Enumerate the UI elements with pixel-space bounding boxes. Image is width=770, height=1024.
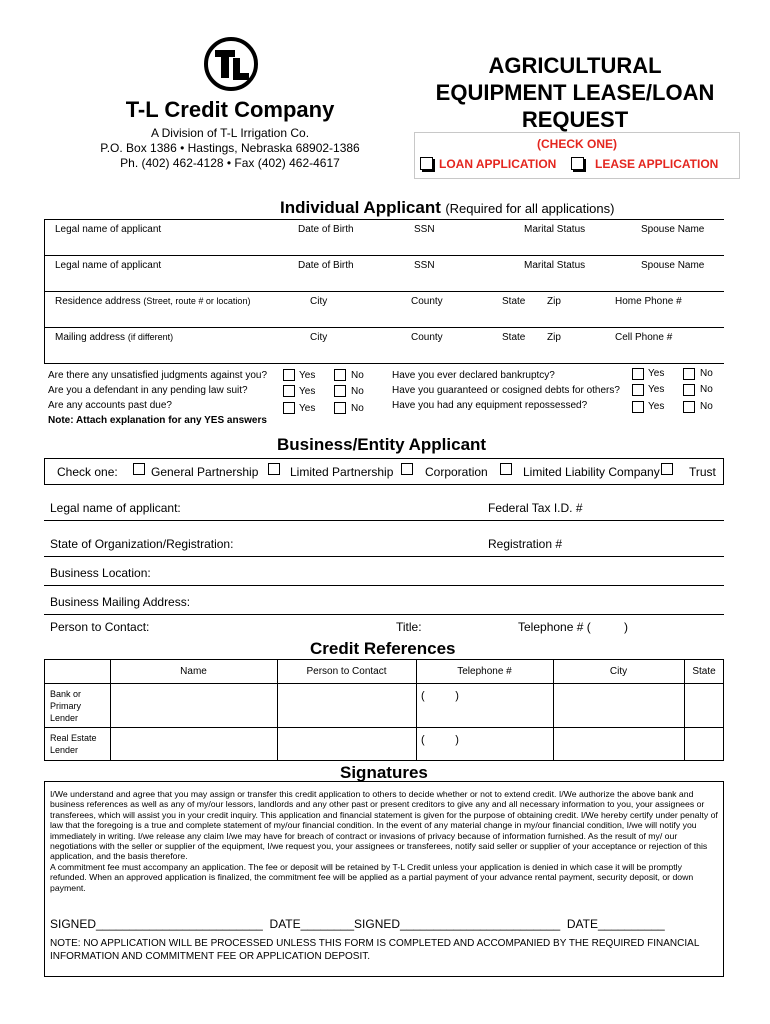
- cell-phone-field[interactable]: Cell Phone #: [615, 332, 673, 343]
- company-address: P.O. Box 1386 • Hastings, Nebraska 68902-1386: [100, 141, 360, 155]
- bankruptcy-no-label: No: [700, 368, 713, 379]
- bankruptcy-yes-label: Yes: [648, 368, 665, 379]
- company-phone: Ph. (402) 462-4128 • Fax (402) 462-4617: [120, 156, 340, 170]
- bank-lender-label: [50, 688, 81, 724]
- credit-header-divider: [44, 683, 724, 684]
- cosigned-no-checkbox[interactable]: [683, 384, 695, 396]
- spouse-name-field-2[interactable]: Spouse Name: [641, 260, 705, 271]
- real-estate-lender-label: [50, 732, 97, 756]
- business-row-divider: [44, 585, 724, 586]
- question-cosigned: Have you guaranteed or cosigned debts for others?: [392, 385, 620, 396]
- individual-row-divider: [44, 363, 724, 364]
- corporation-label: Corporation: [425, 465, 488, 479]
- date-of-birth-field[interactable]: Date of Birth: [298, 224, 354, 235]
- loan-application-label: LOAN APPLICATION: [439, 157, 557, 171]
- attach-explanation-note: Note: Attach explanation for any YES answers: [48, 415, 267, 426]
- lease-application-checkbox[interactable]: [571, 157, 584, 170]
- judgments-no-checkbox[interactable]: [334, 369, 346, 381]
- business-row-divider: [44, 520, 724, 521]
- business-right-border: [723, 458, 724, 484]
- state-organization-field[interactable]: State of Organization/Registration:: [50, 537, 234, 551]
- repossessed-yes-label: Yes: [648, 401, 665, 412]
- business-left-border: [44, 458, 45, 484]
- legal-name-field-2[interactable]: Legal name of applicant: [55, 260, 162, 271]
- business-row-divider: [44, 484, 724, 485]
- individual-subtitle: (Required for all applications): [445, 201, 615, 216]
- judgments-yes-checkbox[interactable]: [283, 369, 295, 381]
- judgments-yes-label: Yes: [299, 370, 316, 381]
- real-estate-label-line: Lender: [50, 745, 79, 755]
- home-phone-field[interactable]: Home Phone #: [615, 296, 682, 307]
- form-title: [410, 52, 740, 133]
- contact-title-field[interactable]: Title:: [396, 620, 422, 634]
- corporation-checkbox[interactable]: [401, 463, 413, 475]
- credit-section-title: Credit References: [310, 639, 456, 658]
- limited-partnership-label: Limited Partnership: [290, 465, 394, 479]
- business-row-divider: [44, 614, 724, 615]
- ssn-field[interactable]: SSN: [414, 224, 435, 235]
- bankruptcy-no-checkbox[interactable]: [683, 368, 695, 380]
- business-legal-name-field[interactable]: Legal name of applicant:: [50, 501, 181, 515]
- county-field[interactable]: County: [411, 296, 443, 307]
- lawsuit-no-label: No: [351, 386, 364, 397]
- past-due-no-checkbox[interactable]: [334, 402, 346, 414]
- processing-note: NOTE: NO APPLICATION WILL BE PROCESSED UNLESS THIS FORM IS COMPLETED AND ACCOMPANIED BY THE REQUIRED FINANCIAL INFORMATION AND COMMITMENT FEE OR APPLICATION DEPOSIT.: [50, 938, 700, 962]
- company-logo: [203, 36, 259, 92]
- credit-header-state: State: [692, 666, 716, 677]
- authorization-paragraph: I/We understand and agree that you may assign or transfer this credit application to others to decide whether or not to extend credit. I/We authorize the above bank and business references as well as any of my/our lessors, landlords and any other past or present creditors to give any and all necessary information to you, your assignees or transferees, which will assist you in your credit inquiry. This application and financial statement is given for the purpose of obtaining credit. I/We hereby certify under penalty of law that the foregoing is a true and complete statement of my/our financial condition. In the event of any material change in my/our financial condition, I/we will notify you immediately in writing. I/we release any claim I/we may have for breach of contract or invasions of privacy because of information furnished. As the result of my/ our negotiations with the seller or supplier of the equipment, I/we request you, your assignees or transferees, notify said seller or supplier of your acceptance or rejection of this application, and the basis therefore.: [50, 789, 718, 862]
- residence-address-hint: (Street, route # or location): [143, 296, 251, 306]
- question-lawsuit: Are you a defendant in any pending law suit?: [48, 385, 248, 396]
- loan-application-checkbox[interactable]: [420, 157, 433, 170]
- commitment-fee-paragraph: A commitment fee must accompany an application. The fee or deposit will be retained by T-L Credit unless your application is denied in which case it will be promptly refunded. When an approved application is finalized, the commitment fee will be applied as a partial payment of your advance rental payment, security deposit, or down payment.: [50, 862, 694, 893]
- form-title-line3: REQUEST: [521, 107, 629, 132]
- past-due-yes-checkbox[interactable]: [283, 402, 295, 414]
- bank-telephone-field[interactable]: ( ): [421, 690, 459, 702]
- repossessed-yes-checkbox[interactable]: [632, 401, 644, 413]
- individual-section-title: [280, 198, 614, 218]
- mailing-zip-field[interactable]: Zip: [547, 332, 561, 343]
- bankruptcy-yes-checkbox[interactable]: [632, 368, 644, 380]
- credit-header-telephone: Telephone #: [457, 666, 512, 677]
- business-mailing-address-field[interactable]: Business Mailing Address:: [50, 595, 191, 609]
- credit-header-contact: Person to Contact: [306, 666, 387, 677]
- individual-row-divider: [44, 255, 724, 256]
- company-name: T-L Credit Company: [125, 97, 335, 122]
- state-field[interactable]: State: [502, 296, 526, 307]
- real-estate-telephone-field[interactable]: ( ): [421, 734, 459, 746]
- mailing-address-hint: (if different): [127, 332, 174, 342]
- judgments-no-label: No: [351, 370, 364, 381]
- credit-header-name: Name: [180, 666, 207, 677]
- person-to-contact-field[interactable]: Person to Contact:: [50, 620, 150, 634]
- registration-number-field[interactable]: Registration #: [488, 537, 563, 551]
- mailing-address-label: Mailing address: [55, 332, 126, 343]
- spouse-name-field[interactable]: Spouse Name: [641, 224, 705, 235]
- trust-checkbox[interactable]: [661, 463, 673, 475]
- city-field[interactable]: City: [310, 296, 328, 307]
- check-one-label: Check one:: [57, 465, 118, 479]
- real-estate-label-line: Real Estate: [50, 733, 97, 743]
- ssn-field-2[interactable]: SSN: [414, 260, 435, 271]
- mailing-state-field[interactable]: State: [502, 332, 526, 343]
- business-top-border: [44, 458, 724, 459]
- bank-lender-label-line: Primary: [50, 701, 81, 711]
- residence-address-label: Residence address: [55, 296, 141, 307]
- bank-lender-label-line: Lender: [50, 713, 79, 723]
- cosigned-no-label: No: [700, 384, 713, 395]
- individual-title: Individual Applicant: [280, 198, 441, 217]
- form-title-line2: EQUIPMENT LEASE/LOAN: [435, 80, 715, 105]
- lease-application-label: LEASE APPLICATION: [595, 157, 719, 171]
- marital-status-field-2[interactable]: Marital Status: [524, 260, 586, 271]
- company-division: A Division of T-L Irrigation Co.: [150, 126, 310, 140]
- lawsuit-no-checkbox[interactable]: [334, 385, 346, 397]
- date-of-birth-field-2[interactable]: Date of Birth: [298, 260, 354, 271]
- credit-header-city: City: [609, 666, 628, 677]
- question-past-due: Are any accounts past due?: [48, 400, 172, 411]
- business-location-field[interactable]: Business Location:: [50, 566, 151, 580]
- legal-name-field[interactable]: Legal name of applicant: [55, 224, 162, 235]
- individual-row-divider: [44, 291, 724, 292]
- individual-row-divider: [44, 327, 724, 328]
- general-partnership-checkbox[interactable]: [133, 463, 145, 475]
- residence-address-field[interactable]: [55, 296, 250, 307]
- signature-date-line[interactable]: SIGNED_________________________ DATE________SIGNED________________________ DATE__________: [50, 917, 665, 931]
- trust-label: Trust: [689, 465, 716, 479]
- question-repossessed: Have you had any equipment repossessed?: [392, 400, 588, 411]
- question-judgments: Are there any unsatisfied judgments against you?: [48, 370, 268, 381]
- business-section-title: Business/Entity Applicant: [277, 435, 487, 454]
- cosigned-yes-checkbox[interactable]: [632, 384, 644, 396]
- contact-telephone-field[interactable]: Telephone # ( ): [518, 620, 629, 634]
- form-title-line1: AGRICULTURAL: [488, 53, 662, 78]
- mailing-county-field[interactable]: County: [411, 332, 443, 343]
- repossessed-no-label: No: [700, 401, 713, 412]
- check-one-label: (CHECK ONE): [537, 137, 617, 151]
- business-row-divider: [44, 556, 724, 557]
- mailing-city-field[interactable]: City: [310, 332, 328, 343]
- federal-tax-id-field[interactable]: Federal Tax I.D. #: [488, 501, 583, 515]
- bank-lender-label-line: Bank or: [50, 689, 82, 699]
- individual-top-border: [44, 219, 724, 220]
- repossessed-no-checkbox[interactable]: [683, 401, 695, 413]
- general-partnership-label: General Partnership: [151, 465, 259, 479]
- limited-partnership-checkbox[interactable]: [268, 463, 280, 475]
- past-due-no-label: No: [351, 403, 364, 414]
- lawsuit-yes-checkbox[interactable]: [283, 385, 295, 397]
- credit-row-divider: [44, 727, 724, 728]
- llc-checkbox[interactable]: [500, 463, 512, 475]
- llc-label: Limited Liability Company: [523, 465, 660, 479]
- question-bankruptcy: Have you ever declared bankruptcy?: [392, 370, 555, 381]
- lawsuit-yes-label: Yes: [299, 386, 316, 397]
- cosigned-yes-label: Yes: [648, 384, 665, 395]
- zip-field[interactable]: Zip: [547, 296, 561, 307]
- mailing-address-field[interactable]: [55, 332, 173, 343]
- marital-status-field[interactable]: Marital Status: [524, 224, 586, 235]
- signatures-section-title: Signatures: [340, 763, 428, 782]
- past-due-yes-label: Yes: [299, 403, 316, 414]
